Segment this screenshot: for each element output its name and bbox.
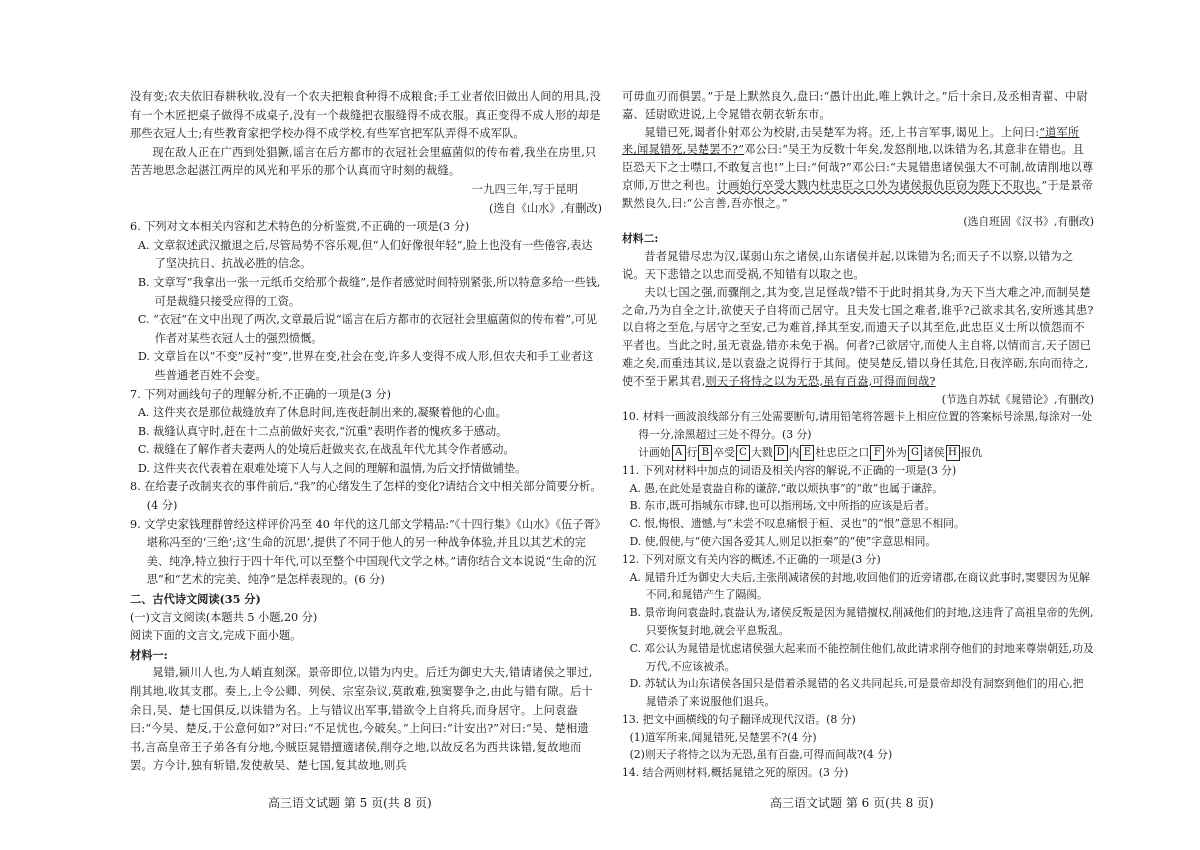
- question-11-option-c: C. 恨,悔恨、遗憾,与“未尝不叹息痛恨于桓、灵也”的“恨”意思不相同。: [629, 517, 965, 531]
- question-13-item-1: (1)道军所来,闻晁错死,吴楚罢不?(4 分): [629, 730, 817, 744]
- segment: 杜忠臣之口: [815, 445, 870, 459]
- question-7-stem: 7. 下列对画线句子的理解分析,不正确的一项是(3 分): [130, 387, 391, 401]
- question-9: 9. 文学史家钱理群曾经这样评价冯至 40 年代的这几部文学精品:“《十四行集》《山水》《伍子胥》堪称冯至的‘三绝’;这‘生命的沉思’,提供了不同于他人的另一种战争体验,并且以其艺术的完美、纯净,特立独行于四十年代,可以至整个中国现代文学之林。”请你结合文本说说“生命的沉思”和“艺术的完美、纯净”是怎样表现的。(6 分): [130, 517, 601, 587]
- question-13-stem: 13. 把文中画横线的句子翻译成现代汉语。(8 分): [622, 712, 856, 726]
- material-2-label: 材料二:: [622, 232, 659, 246]
- page-footer-left: 高三语文试题 第 5 页(共 8 页): [268, 796, 432, 810]
- question-12-option-a: A. 晁错升迁为御史大夫后,主张削减诸侯的封地,收回他们的近旁诸郡,在商议此事时,窦婴因为见解不同,和晁错产生了隔阂。: [629, 570, 1090, 602]
- question-6-stem: 6. 下列对文本相关内容和艺术特色的分析鉴赏,不正确的一项是(3 分): [130, 220, 470, 234]
- question-6-option-c: C. “衣冠”在文中出现了两次,文章最后说“谣言在后方都市的衣冠社会里瘟菌似的传布着”,可见作者对某些衣冠人士的强烈愤慨。: [137, 313, 598, 345]
- segment: 大戮: [750, 445, 773, 459]
- answer-box-e[interactable]: E: [800, 445, 814, 461]
- material-1-continued: 可毋血刃而俱罢。”于是上默然良久,盘曰:“愚计出此,唯上孰计之。”后十余日,及丞相青翟、中尉嘉、廷尉欧进说,上令晁错衣朝衣斩东市。: [622, 90, 1088, 121]
- answer-box-h[interactable]: H: [946, 445, 960, 461]
- material-1-source: (选自班固《汉书》,有删改): [963, 214, 1094, 228]
- question-6-option-a: A. 文章叙述武汉撤退之后,尽管局势不容乐观,但“人们好像很年轻”,脸上也没有一些倦容,表达了坚决抗日、抗战必胜的信念。: [137, 238, 593, 271]
- subsection-heading: (一)文言文阅读(本题共 5 小题,20 分): [130, 610, 318, 624]
- left-page-column: [130, 88, 602, 776]
- underlined-sentence-1: “道军所来,闻晁错死,吴楚罢不?”: [622, 125, 1080, 157]
- material-1-paragraph: [622, 124, 1094, 213]
- segment: 外为: [885, 445, 907, 459]
- answer-box-a[interactable]: A: [672, 445, 686, 461]
- segment: 诸侯: [922, 445, 945, 459]
- page-footer-right: 高三语文试题 第 6 页(共 8 页): [770, 796, 934, 810]
- segment: 报仇: [960, 445, 983, 459]
- question-7-option-c: C. 裁缝在了解作者夫妻两人的处境后赶做夹衣,在战乱年代尤其令作者感动。: [137, 443, 515, 457]
- answer-box-d[interactable]: D: [774, 445, 788, 461]
- question-14: 14. 结合两则材料,概括晁错之死的原因。(3 分): [622, 766, 849, 780]
- passage-signature: 一九四三年,写于昆明: [471, 182, 578, 196]
- answer-box-g[interactable]: G: [908, 445, 922, 461]
- material-2-text-span: 夫以七国之强,而骤削之,其为变,岂足怪哉?错不于此时捐其身,为天下当大难之冲,而制吴楚之命,乃为自全之计,欲使天子自将而己居守。且夫发七国之难者,谁乎?己欲求其名,安所逃其患?以自将之至危,与居守之至安,己为难首,择其至安,而遗天子以其至危,此忠臣义士所以愤怨而不平者也。当此之时,虽无袁盎,错亦未免于祸。何者?己欲居守,而使人主自将,以情而言,天子固已难之矣,而重违其议,是以袁盎之说得行于其间。使吴楚反,错以身任其危,日夜淬砺,东向而待之,使不至于累其君,: [622, 285, 1094, 388]
- question-11-option-a: A. 愚,在此处是袁盎自称的谦辞,“敢以烦执事”的“敢”也属于谦辞。: [629, 481, 944, 495]
- question-6-option-b: B. 文章写“我拿出一张一元纸币交给那个裁缝”,是作者感觉时间特别紧张,所以特意多给一些钱,可是裁缝只接受应得的工资。: [137, 275, 601, 308]
- right-page-column: [622, 88, 1094, 782]
- question-11-option-d: D. 使,假使,与“使六国各爱其人,则足以拒秦”的“使”字意思相同。: [629, 534, 937, 548]
- material-1-text-span: ”于是景帝默然良久,曰:“公言善,吾亦恨之。”: [622, 178, 1093, 210]
- question-7-option-d: D. 这件夹衣代表着在艰难处境下人与人之间的理解和温情,为后文抒情做铺垫。: [137, 461, 527, 475]
- segment: 卒受: [713, 445, 735, 459]
- question-13-item-2: (2)则天子将恃之以为无恐,虽有百盎,可得而间哉?(4 分): [629, 748, 893, 762]
- question-7-option-b: B. 裁缝认真守时,赶在十二点前做好夹衣,“沉重”表明作者的愧疚多于感动。: [137, 424, 508, 438]
- question-11-option-b: B. 东市,既可指城东市肆,也可以指刑场,文中所指的应该是后者。: [629, 499, 936, 513]
- answer-box-c[interactable]: C: [736, 445, 750, 461]
- passage-paragraph: 没有变;农夫依旧春耕秋收,没有一个农夫把粮食种得不成粮食;手工业者依旧做出人间的用具,没有一个木匠把桌子做得不成桌子,没有一个裁缝把衣服缝得不成衣服。真正变得不成人形的却是那些衣冠人士;有些教育家把学校办得不成学校,有些军官把军队弄得不成军队。: [130, 90, 601, 141]
- passage-paragraph: 现在敌人正在广西到处猖獗,谣言在后方都市的衣冠社会里瘟菌似的传布着,我坐在房里,只苦苦地思念起湛江两岸的风光和平乐的那个认真而守时刻的裁缝。: [130, 145, 597, 178]
- material-1-label: 材料一:: [130, 647, 168, 662]
- question-10-stem: 10. 材料一画波浪线部分有三处需要断句,请用铅笔将答题卡上相应位置的答案标号涂黑,每涂对一处得一分,涂黑超过三处不得分。(3 分): [622, 410, 1093, 442]
- material-1-text-span: 邓公曰:“吴王为反数十年矣,发怒削地,以诛错为名,其意非在错也。且臣恐天下之士噤口,不敢复言也!”上曰:“何哉?”邓公曰:“夫晁错患诸侯强大不可制,故请削地以尊京师,万世之利也。: [622, 143, 1094, 192]
- question-12-option-d: D. 苏轼认为山东诸侯各国只是借着杀晁错的名义共同起兵,可是景帝却没有洞察到他们的用心,把晁错杀了来说服他们退兵。: [629, 677, 1084, 709]
- wavy-underlined-sentence: 计画始行卒受大戮内杜忠臣之口外为诸侯报仇臣窃为陛下不取也。: [716, 178, 1042, 192]
- material-2-source: (节选自苏轼《晁错论》,有删改): [941, 392, 1094, 406]
- question-7-option-a: A. 这件夹衣是那位裁缝放弃了休息时间,连夜赶制出来的,凝聚着他的心血。: [137, 406, 507, 420]
- segment: 计画始: [638, 445, 671, 459]
- question-12-option-b: B. 景帝询问袁盎时,袁盎认为,诸侯反叛是因为晁错擅权,削减他们的封地,这违背了高祖皇帝的先例,只要恢复封地,就会平息叛乱。: [629, 606, 1094, 637]
- question-10-segmentation-line: [622, 444, 1094, 462]
- material-2-paragraph-1: 昔者晁错尽忠为汉,谋弱山东之诸侯,山东诸侯并起,以诛错为名;而天子不以察,以错为之说。天下悲错之以忠而受祸,不知错有以取之也。: [622, 250, 1074, 281]
- answer-box-f[interactable]: F: [870, 445, 884, 461]
- underlined-sentence-2: 则天子将恃之以为无恐,虽有百盎,可得而间哉?: [705, 374, 936, 388]
- question-6-option-d: D. 文章旨在以“不变”反衬“变”,世界在变,社会在变,许多人变得不成人形,但农夫和手工业者这些普通老百姓不会变。: [137, 350, 594, 382]
- material-1-text-span: 晁错已死,谒者仆射邓公为校尉,击吴楚军为将。还,上书言军事,谒见上。上问曰:: [644, 125, 1040, 139]
- segment: 行: [686, 445, 698, 459]
- question-11-stem: 11. 下列对材料中加点的词语及相关内容的解说,不正确的一项是(3 分): [622, 463, 957, 477]
- segment: 内: [788, 445, 800, 459]
- material-2-paragraph-2: [622, 284, 1094, 391]
- passage-source: (选自《山水》,有删改): [489, 201, 602, 215]
- question-12-option-c: C. 邓公认为晁错是忧虑诸侯强大起来而不能控制住他们,故此请求削夺他们的封地来尊崇朝廷,功及万代,不应该被杀。: [629, 641, 1094, 673]
- section-heading: 二、古代诗文阅读(35 分): [130, 592, 261, 607]
- material-1-text: 晁错,颍川人也,为人峭直刻深。景帝即位,以错为内史。后迁为御史大夫,错请诸侯之罪过,削其地,收其支郡。奏上,上令公卿、列侯、宗室杂议,莫敢难,独窦婴争之,由此与错有隙。后十余日,吴、楚七国俱反,以诛错为名。上与错议出军事,错欲令上自将兵,而身居守。上问袁盎曰:“今吴、楚反,于公意何如?”对曰:“不足忧也,今破矣。”上问曰:“计安出?”对曰:“吴、楚相遗书,言高皇帝王子弟各有分地,今贼臣晁错擅適诸侯,削夺之地,以故反名为西共诛错,复故地而罢。方今计,独有斩错,发使赦吴、楚七国,复其故地,则兵: [130, 666, 593, 773]
- question-8: 8. 在给妻子改制夹衣的事件前后,“我”的心绪发生了怎样的变化?请结合文中相关部分简要分析。(4 分): [130, 480, 602, 513]
- question-12-stem: 12. 下列对原文有关内容的概述,不正确的一项是(3 分): [622, 552, 881, 566]
- answer-box-b[interactable]: B: [698, 445, 712, 461]
- instruction-text: 阅读下面的文言文,完成下面小题。: [130, 629, 302, 643]
